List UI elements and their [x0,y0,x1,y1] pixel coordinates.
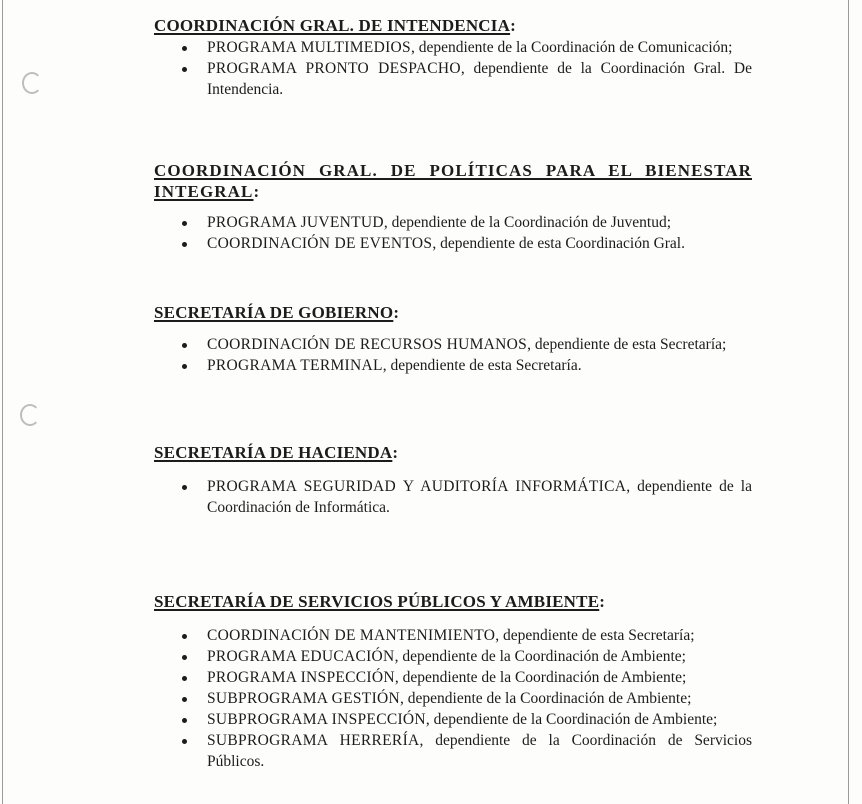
section-heading: COORDINACIÓN GRAL. DE POLÍTICAS PARA EL BIENESTAR INTEGRAL: [154,161,752,201]
item-list [154,334,752,376]
item-list [154,37,752,100]
bullet-icon [182,242,187,247]
list-item: COORDINACIÓN DE RECURSOS HUMANOS, dependiente de esta Secretaría; [154,334,752,355]
bullet-icon [182,634,187,639]
item-list [154,476,752,518]
section-heading: SECRETARÍA DE SERVICIOS PÚBLICOS Y AMBIENTE: [154,592,606,611]
section-bienestar [154,160,752,254]
section-hacienda [154,442,752,518]
list-item: SUBPROGRAMA HERRERÍA, dependiente de la Coordinación de Servicios Públicos. [154,730,752,772]
page-edge-right [848,0,849,804]
bullet-icon [182,718,187,723]
bullet-icon [182,655,187,660]
section-servicios-publicos [154,591,752,772]
list-item: PROGRAMA TERMINAL, dependiente de esta Secretaría. [154,355,752,376]
list-item: PROGRAMA INSPECCIÓN, dependiente de la Coordinación de Ambiente; [154,667,752,688]
bullet-icon [182,364,187,369]
list-item: PROGRAMA PRONTO DESPACHO, dependiente de la Coordinación Gral. De Intendencia. [154,58,752,100]
section-gobierno [154,302,752,376]
section-heading: SECRETARÍA DE GOBIERNO: [154,303,400,322]
bullet-icon [182,485,187,490]
list-item: PROGRAMA EDUCACIÓN, dependiente de la Coordinación de Ambiente; [154,646,752,667]
bullet-icon [182,46,187,51]
section-heading: SECRETARÍA DE HACIENDA: [154,443,399,462]
bullet-icon [182,67,187,72]
list-item: PROGRAMA JUVENTUD, dependiente de la Coordinación de Juventud; [154,212,752,233]
section-heading: COORDINACIÓN GRAL. DE INTENDENCIA: [154,16,516,35]
punch-hole-mark [22,72,42,94]
bullet-icon [182,343,187,348]
bullet-icon [182,221,187,226]
list-item: SUBPROGRAMA GESTIÓN, dependiente de la Coordinación de Ambiente; [154,688,752,709]
page-edge-left [2,0,3,804]
bullet-icon [182,739,187,744]
list-item: COORDINACIÓN DE MANTENIMIENTO, dependiente de esta Secretaría; [154,625,752,646]
bullet-icon [182,697,187,702]
item-list [154,625,752,772]
punch-hole-mark [20,404,40,426]
list-item: PROGRAMA MULTIMEDIOS, dependiente de la Coordinación de Comunicación; [154,37,752,58]
bullet-icon [182,676,187,681]
list-item: PROGRAMA SEGURIDAD Y AUDITORÍA INFORMÁTICA, dependiente de la Coordinación de Informática. [154,476,752,518]
list-item: COORDINACIÓN DE EVENTOS, dependiente de esta Coordinación Gral. [154,233,752,254]
item-list [154,212,752,254]
list-item: SUBPROGRAMA INSPECCIÓN, dependiente de la Coordinación de Ambiente; [154,709,752,730]
section-intendencia [154,15,752,100]
